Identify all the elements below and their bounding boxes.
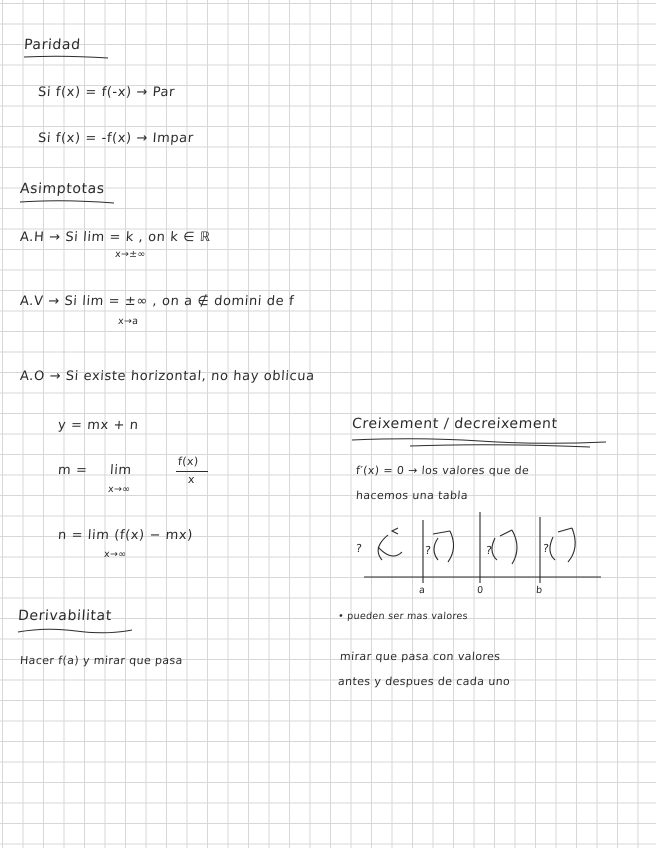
arrow-sketch-1 <box>378 528 402 560</box>
arrow-sketch-4 <box>550 528 575 562</box>
arrow-sketch-2 <box>433 531 454 562</box>
m-prefix: m = <box>57 463 89 478</box>
sign-chart-question-4: ? <box>542 542 550 555</box>
asintota-horizontal-rule: A.H → Si lim = k , on k ∈ ℝ <box>19 230 212 245</box>
paridad-impar-rule: Si f(x) = -f(x) → Impar <box>37 131 195 146</box>
sign-chart-question-1: ? <box>355 542 363 555</box>
sign-chart-question-2: ? <box>424 544 432 557</box>
creixement-heading: Creixement / decreixement <box>351 416 559 432</box>
m-limit: lim <box>109 463 133 478</box>
m-fraction-numerator: f(x) <box>177 455 200 468</box>
m-fraction-denominator: x <box>187 473 196 486</box>
sign-chart-label-a: a <box>418 585 426 596</box>
asintota-line-equation: y = mx + n <box>57 418 140 433</box>
asintota-obliqua-rule: A.O → Si existe horizontal, no hay oblicua <box>19 369 316 384</box>
derivabilitat-rule: Hacer f(a) y mirar que pasa <box>19 654 184 667</box>
asintota-vertical-rule: A.V → Si lim = ±∞ , on a ∉ domini de f <box>19 294 295 309</box>
arrow-sketch-3 <box>492 530 517 564</box>
sign-chart-question-3: ? <box>485 544 493 557</box>
creixement-rule-line3: mirar que pasa con valores <box>339 650 501 663</box>
creixement-rule-line1: f′(x) = 0 → los valores que de <box>355 464 530 477</box>
sign-chart-label-b: b <box>535 585 543 596</box>
asintotas-heading: Asimptotas <box>19 181 106 197</box>
asintota-horizontal-subscript: x→±∞ <box>114 249 147 260</box>
creixement-rule-line4: antes y despues de cada uno <box>337 675 511 688</box>
n-limit-subscript: x→∞ <box>103 549 127 560</box>
creixement-note: • pueden ser mas valores <box>337 611 469 622</box>
derivabilitat-heading: Derivabilitat <box>17 608 113 624</box>
creixement-rule-line2: hacemos una tabla <box>355 489 469 502</box>
m-limit-subscript: x→∞ <box>107 484 131 495</box>
sign-chart-label-0: 0 <box>476 585 484 596</box>
paridad-heading: Paridad <box>23 37 82 53</box>
n-formula: n = lim (f(x) − mx) <box>57 528 194 543</box>
paridad-par-rule: Si f(x) = f(-x) → Par <box>37 85 176 100</box>
asintota-vertical-subscript: x→a <box>117 316 139 327</box>
